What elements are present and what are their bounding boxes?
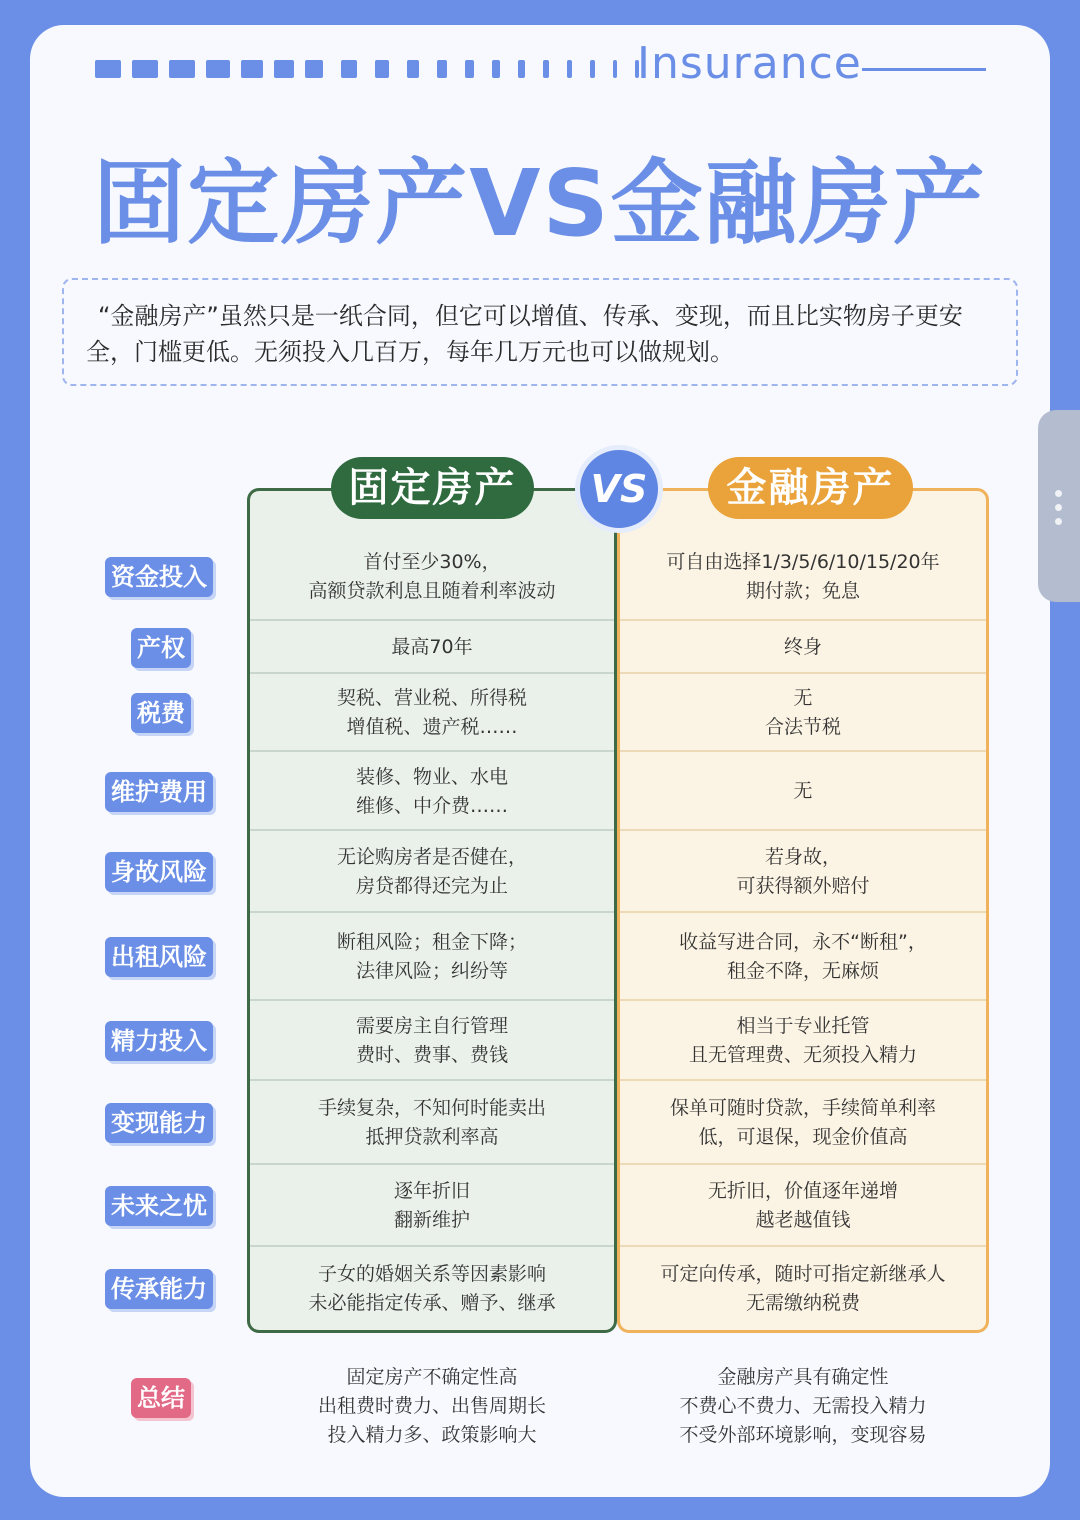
cell-line: 契税、营业税、所得税 — [336, 687, 527, 709]
financial-property-cell — [620, 1247, 986, 1330]
summary-financial — [620, 1363, 986, 1450]
cell-line: 增值税、遗产税…… — [346, 716, 518, 738]
decorative-dash — [465, 60, 474, 78]
cell-line: 可获得额外赔付 — [736, 875, 870, 897]
decorative-dash — [169, 60, 195, 78]
decorative-dash — [613, 60, 617, 78]
cell-line: 期付款；免息 — [745, 579, 860, 602]
fixed-property-cell — [250, 532, 614, 621]
summary-fixed-line: 投入精力多、政策影响大 — [327, 1424, 537, 1446]
cell-line: 终身 — [783, 636, 822, 658]
fixed-property-cell — [250, 1081, 614, 1165]
financial-property-cell — [620, 913, 986, 1001]
decorative-dash — [274, 60, 294, 78]
cell-line: 无折旧，价值逐年递增 — [707, 1180, 898, 1202]
cell-line: 保单可随时贷款，手续简单利率 — [669, 1097, 936, 1119]
cell-line: 无需缴纳税费 — [745, 1291, 860, 1314]
financial-property-cell — [620, 1165, 986, 1247]
cell-line: 手续复杂，不知何时能卖出 — [317, 1097, 546, 1119]
cell-line: 若身故， — [764, 846, 841, 868]
tag-underline — [862, 68, 986, 71]
cell-line: 相当于专业托管 — [736, 1015, 870, 1037]
cell-line: 翻新维护 — [393, 1209, 470, 1231]
cell-line: 费时、费事、费钱 — [355, 1044, 508, 1066]
summary-financial-line: 不费心不费力、无需投入精力 — [679, 1395, 927, 1417]
financial-property-cell — [620, 674, 986, 752]
fixed-property-cell — [250, 913, 614, 1001]
vs-badge: VS — [575, 445, 663, 533]
fixed-property-cell — [250, 1247, 614, 1330]
summary-financial-line: 金融房产具有确定性 — [717, 1366, 889, 1388]
intro-text: “金融房产”虽然只是一纸合同，但它可以增值、传承、变现，而且比实物房子更安全，门槛更低。无须投入几百万，每年几万元也可以做规划。 — [62, 278, 1018, 386]
financial-property-cell — [620, 1001, 986, 1081]
financial-property-cell — [620, 831, 986, 913]
decorative-dash — [492, 60, 500, 78]
decorative-dash — [206, 60, 230, 78]
decorative-dash — [407, 60, 419, 78]
cell-line: 可定向传承，随时可指定新继承人 — [660, 1262, 946, 1285]
cell-line: 断租风险；租金下降； — [336, 931, 527, 953]
cell-line: 租金不降，无麻烦 — [726, 960, 879, 982]
decorative-dash — [590, 60, 595, 78]
fixed-property-cell — [250, 752, 614, 831]
cell-line: 无 — [793, 687, 813, 709]
row-label: 资金投入 — [105, 557, 213, 597]
handle-dot-icon — [1055, 490, 1062, 497]
insurance-tag: Insurance — [637, 38, 862, 89]
cell-line: 收益写进合同，永不“断租”， — [679, 931, 927, 953]
cell-line: 可自由选择1/3/5/6/10/15/20年 — [666, 550, 940, 573]
cell-line: 首付至少30%， — [363, 550, 501, 573]
cell-line: 抵押贷款利率高 — [365, 1126, 499, 1148]
handle-dot-icon — [1055, 518, 1062, 525]
financial-property-cell — [620, 752, 986, 831]
summary-label: 总结 — [131, 1378, 191, 1418]
fixed-property-cell — [250, 831, 614, 913]
decorative-dash — [543, 60, 549, 78]
decorative-dash — [437, 60, 447, 78]
row-label: 税费 — [131, 693, 191, 733]
fixed-property-cell — [250, 621, 614, 674]
cell-line: 子女的婚姻关系等因素影响 — [317, 1262, 546, 1285]
row-label: 变现能力 — [105, 1103, 213, 1143]
decorative-dash-row — [95, 60, 615, 78]
decorative-dash — [341, 60, 357, 78]
cell-line: 合法节税 — [764, 716, 841, 738]
financial-property-header: 金融房产 — [708, 457, 913, 519]
decorative-dash — [95, 60, 121, 78]
fixed-property-cell — [250, 674, 614, 752]
handle-dot-icon — [1055, 504, 1062, 511]
decorative-dash — [132, 60, 158, 78]
decorative-dash — [375, 60, 389, 78]
cell-line: 高额贷款利息且随着利率波动 — [308, 579, 556, 602]
cell-line: 且无管理费、无须投入精力 — [688, 1044, 917, 1066]
decorative-dash — [518, 60, 525, 78]
cell-line: 需要房主自行管理 — [355, 1015, 508, 1037]
cell-line: 法律风险；纠纷等 — [355, 960, 508, 982]
row-label: 身故风险 — [105, 852, 213, 892]
cell-line: 无论购房者是否健在， — [336, 846, 527, 868]
financial-property-cell — [620, 621, 986, 674]
summary-fixed-line: 固定房产不确定性高 — [346, 1366, 518, 1388]
cell-line: 房贷都得还完为止 — [355, 875, 508, 897]
cell-line: 低，可退保，现金价值高 — [698, 1126, 908, 1148]
summary-fixed-line: 出租费时费力、出售周期长 — [317, 1395, 546, 1417]
financial-property-cell — [620, 1081, 986, 1165]
cell-line: 越老越值钱 — [755, 1209, 851, 1231]
row-label: 维护费用 — [105, 772, 213, 812]
cell-line: 最高70年 — [391, 636, 473, 658]
cell-line: 逐年折旧 — [393, 1180, 470, 1202]
page-title: 固定房产VS金融房产 — [93, 150, 987, 257]
financial-property-cell — [620, 532, 986, 621]
cell-line: 维修、中介费…… — [355, 794, 508, 817]
decorative-dash — [241, 60, 263, 78]
decorative-dash — [567, 60, 572, 78]
row-label: 未来之忧 — [105, 1186, 213, 1226]
row-label: 精力投入 — [105, 1021, 213, 1061]
side-drag-handle[interactable] — [1038, 410, 1080, 602]
cell-line: 无 — [793, 780, 813, 802]
fixed-property-header: 固定房产 — [331, 457, 534, 519]
row-label: 传承能力 — [105, 1269, 213, 1309]
row-label: 产权 — [131, 628, 191, 668]
row-label: 出租风险 — [105, 937, 213, 977]
summary-financial-line: 不受外部环境影响，变现容易 — [679, 1424, 927, 1446]
cell-line: 装修、物业、水电 — [355, 765, 508, 788]
cell-line: 未必能指定传承、赠予、继承 — [308, 1291, 556, 1314]
summary-fixed — [250, 1363, 614, 1450]
fixed-property-cell — [250, 1001, 614, 1081]
fixed-property-cell — [250, 1165, 614, 1247]
decorative-dash — [305, 60, 323, 78]
